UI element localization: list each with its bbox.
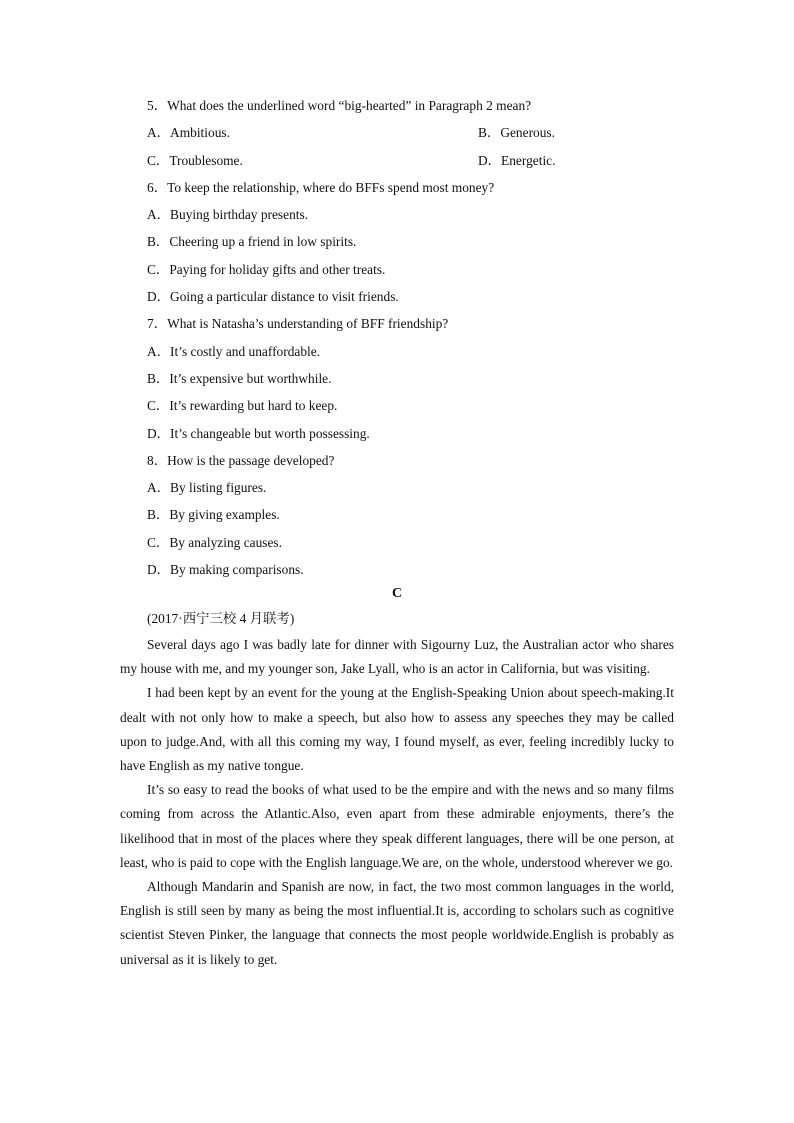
question-6-option-c[interactable]: C．Paying for holiday gifts and other treats. [147,261,386,277]
passage-paragraph-3: It’s so easy to read the books of what used to be the empire and with the news and so many films coming from across the Atlantic.Also, even apart from these admirable enjoyments, there’s the likelihood that in most of the places where they speak different languages, there will be one person, at least, who is paid to cope with the English language.We are, on the whole, understood wherever we go. [120,782,674,870]
question-6-option-a[interactable]: A．Buying birthday presents. [147,207,309,223]
passage-paragraph-4: Although Mandarin and Spanish are now, in fact, the two most common languages in the world, English is still seen by many as being the most influential.It is, according to scholars such as cognitive scientist Steven Pinker, the language that connects the most people worldwide.English is probably as universal as it is likely to get. [120,879,674,967]
question-8-option-a[interactable]: A．By listing figures. [147,480,267,496]
question-5-option-b[interactable]: B．Generous. [478,125,555,141]
question-7-option-c[interactable]: C．It’s rewarding but hard to keep. [147,398,338,414]
question-5-option-d[interactable]: D．Energetic. [478,152,556,168]
question-7-stem: 7．What is Natasha’s understanding of BFF friendship? [147,316,449,332]
passage-paragraph-1: Several days ago I was badly late for dinner with Sigourny Luz, the Australian actor who shares my house with me, and my younger son, Jake Lyall, who is an actor in California, but was visiting. [120,637,674,677]
question-5-option-a[interactable]: A．Ambitious. [147,125,230,141]
question-5-option-c[interactable]: C．Troublesome. [147,152,243,168]
question-8-stem: 8．How is the passage developed? [147,452,335,468]
question-list [147,92,687,583]
question-7-option-b[interactable]: B．It’s expensive but worthwhile. [147,370,332,386]
question-6-option-d[interactable]: D．Going a particular distance to visit friends. [147,289,399,305]
question-7-option-d[interactable]: D．It’s changeable but worth possessing. [147,425,370,441]
passage-paragraph-2: I had been kept by an event for the young at the English-Speaking Union about speech-making.It dealt with not only how to make a speech, but also how to assess any speeches they may be called upon to judge.And, with all this coming my way, I found myself, as ever, feeling incredibly lucky to have English as my native tongue. [120,685,674,774]
question-6-stem: 6．To keep the relationship, where do BFFs spend most money? [147,179,495,195]
question-8-option-b[interactable]: B．By giving examples. [147,507,280,523]
question-8-option-c[interactable]: C．By analyzing causes. [147,534,282,550]
question-8-option-d[interactable]: D．By making comparisons. [147,562,304,578]
question-5-stem: 5．What does the underlined word “big-hearted” in Paragraph 2 mean? [147,98,532,113]
question-5-row-ab [147,119,687,146]
question-6-option-b[interactable]: B．Cheering up a friend in low spirits. [147,234,357,250]
question-5-row-cd [147,147,687,174]
question-7-option-a[interactable]: A．It’s costly and unaffordable. [147,343,321,359]
section-heading: C [391,586,403,601]
reading-passage [120,633,674,972]
passage-source: (2017·西宁三校 4 月联考) [147,611,295,626]
